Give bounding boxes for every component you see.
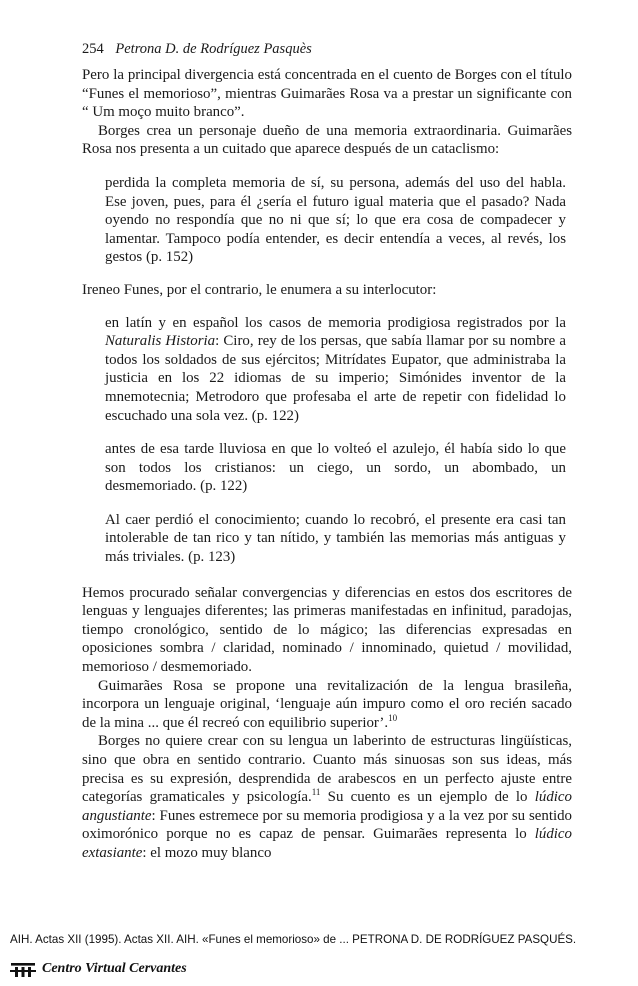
paragraph-3: Ireneo Funes, por el contrario, le enumera a su interlocutor: <box>82 281 437 298</box>
page-body <box>82 66 572 863</box>
paragraph-6-italic-2: lúdico extasiante <box>82 826 572 861</box>
quote-2-italic: Naturalis Historia <box>105 333 216 350</box>
running-title: Petrona D. de Rodríguez Pasquès <box>115 41 312 57</box>
footer-citation: AIH. Actas XII (1995). Actas XII. AIH. «Funes el memorioso» de ... PETRONA D. DE RODRÍGUEZ PASQUÉS. <box>10 933 577 946</box>
cervantes-logo-icon <box>10 960 36 978</box>
block-quote-1: perdida la completa memoria de sí, su persona, además del uso del habla. Ese joven, pues, para él ¿sería el futuro igual materia que el pasado? Nada oyendo no respondía que no ni que sí; lo que era cosa de compadecer y lamentar. Tampoco podía entender, es decir entendía a veces, al revés, los gestos (p. 152) <box>105 174 566 266</box>
paragraph-6-t3: : Funes estremece por su memoria prodigiosa y a la vez por su sentido oximorónico porque no es capaz de pensar. Guimarães representa lo <box>82 807 572 843</box>
paragraph-6-t4: : el mozo muy blanco <box>142 844 272 861</box>
paragraph-5 <box>82 677 572 733</box>
block-quote-3: antes de esa tarde lluviosa en que lo volteó el azulejo, él había sido lo que son todos los cristianos: un ciego, un sordo, un abombado, un desmemoriado. (p. 122) <box>105 441 566 495</box>
paragraph-1: Pero la principal divergencia está concentrada en el cuento de Borges con el título “Funes el memorioso”, mientras Guimarães Rosa va a prestar un significante con “ Um moço muito branco”. <box>82 67 572 121</box>
paragraph-6-italic-1: lúdico angustiante <box>82 789 572 824</box>
page-number: 254 <box>82 41 104 57</box>
paragraph-6 <box>82 732 572 862</box>
running-header <box>82 40 572 58</box>
logo-text: Centro Virtual Cervantes <box>42 961 187 976</box>
quote-2-post: : Ciro, rey de los persas, que sabía llamar por su nombre a todos los soldados de sus ejércitos; Mitrídates Eupator, que administraba la justicia en los 22 idiomas de su imperio; Simónides inventor de la mnemotecnia; Metrodoro que profesaba el arte de repetir con fidelidad lo escuchado una sola vez. (p. 122) <box>105 333 566 424</box>
paragraph-4: Hemos procurado señalar convergencias y diferencias en estos dos escritores de lenguas y lenguajes diferentes; las primeras manifestadas en infinitud, paradojas, tiempo cronológico, sentido de lo mágico; las diferencias expresadas en oposiciones sombra / claridad, nominado / innominado, quietud / movilidad, memorioso / desmemoriado. <box>82 584 572 676</box>
paragraph-6-t2: Su cuento es un ejemplo de lo <box>320 789 535 806</box>
footer-logo[interactable] <box>10 958 187 980</box>
footnote-ref-11: 11 <box>311 787 321 798</box>
paragraph-5-text: Guimarães Rosa se propone una revitalización de la lengua brasileña, incorpora un lenguaje original, ‘lenguaje aún impuro como el oro recién sacado de la mina ... que él recreó con equilibrio superior’. <box>82 677 572 731</box>
quote-2-pre: en latín y en español los casos de memoria prodigiosa registrados por la <box>105 314 566 331</box>
paragraph-6-t1: Borges no quiere crear con su lengua un laberinto de estructuras lingüísticas, sino que obra en sentido contrario. Cuanto más sinuosas son sus ideas, más precisa es su expresión, desprendida de arabescos en un perfecto ajuste entre categorías gramaticales y psicología. <box>82 733 572 806</box>
block-quote-4: Al caer perdió el conocimiento; cuando lo recobró, el presente era casi tan intolerable de tan rico y tan nítido, y también las memorias más antiguas y más triviales. (p. 123) <box>105 511 566 566</box>
footnote-ref-10: 10 <box>388 712 398 723</box>
paragraph-2: Borges crea un personaje dueño de una memoria extraordinaria. Guimarães Rosa nos presenta a un cuitado que aparece después de un cataclismo: <box>82 122 572 158</box>
block-quote-2 <box>105 314 566 426</box>
